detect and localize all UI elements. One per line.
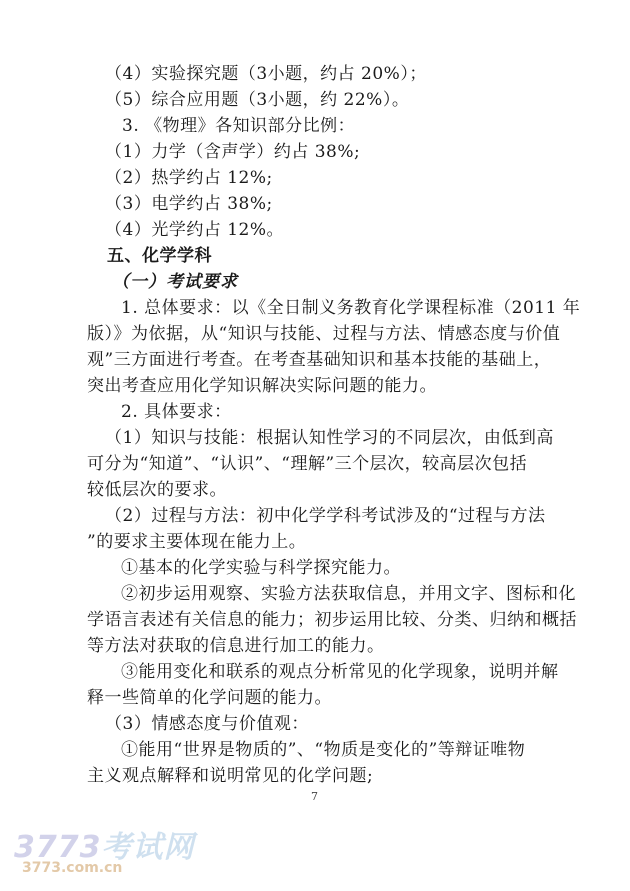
text-line: 释一些简单的化学问题的能力。 xyxy=(87,688,332,708)
text-line: ②初步运用观察、实验方法获取信息，并用文字、图标和化 xyxy=(121,584,576,604)
text-line: （2）热学约占 12%; xyxy=(105,168,273,188)
watermark-logo xyxy=(14,822,195,882)
text-line: （3）电学约占 38%; xyxy=(105,194,273,214)
text-line: 版）》为依据，从“知识与技能、过程与方法、情感态度与价值 xyxy=(87,324,561,344)
text-line: ”的要求主要体现在能力上。 xyxy=(87,532,307,552)
text-line: （4）实验探究题（3小题，约占 20%）； xyxy=(105,64,427,84)
text-line: ③能用变化和联系的观点分析常见的化学现象，说明并解 xyxy=(121,662,559,682)
text-line: （1）知识与技能：根据认知性学习的不同层次，由低到高 xyxy=(105,428,554,448)
text-line: 1. 总体要求：以《全日制义务教育化学课程标准（2011 年 xyxy=(121,298,581,318)
text-line: 较低层次的要求。 xyxy=(87,480,227,500)
text-line: （5）综合应用题（3小题，约 22%）。 xyxy=(105,90,410,110)
watermark-number: 3773 xyxy=(14,830,102,865)
watermark-chinese: 考试网 xyxy=(101,830,195,865)
text-line: （2）过程与方法：初中化学学科考试涉及的“过程与方法 xyxy=(105,506,546,526)
text-line: （1）力学（含声学）约占 38%; xyxy=(105,142,361,162)
text-line: 学语言表述有关信息的能力；初步运用比较、分类、归纳和概括 xyxy=(87,610,577,630)
text-line: 等方法对获取的信息进行加工的能力。 xyxy=(87,636,385,656)
text-line: （4）光学约占 12%。 xyxy=(105,220,285,240)
text-line: 3. 《物理》各知识部分比例： xyxy=(122,116,356,136)
text-line: ①基本的化学实验与科学探究能力。 xyxy=(121,558,401,578)
text-line: 突出考查应用化学知识解决实际问题的能力。 xyxy=(87,376,437,396)
section-heading: 五、化学学科 xyxy=(107,246,212,266)
text-line: 观”三方面进行考查。在考查基础知识和基本技能的基础上， xyxy=(87,350,552,370)
watermark-url: 3773.com.cn xyxy=(22,860,123,876)
text-line: 2. 具体要求： xyxy=(121,402,232,422)
subsection-heading: （一）考试要求 xyxy=(112,272,238,292)
text-line: ①能用“世界是物质的”、“物质是变化的”等辩证唯物 xyxy=(121,740,526,760)
text-line: 可分为“知道”、“认识”、“理解”三个层次，较高层次包括 xyxy=(87,454,528,474)
text-line: （3）情感态度与价值观： xyxy=(105,714,309,734)
page-number: 7 xyxy=(311,790,318,803)
text-line: 主义观点解释和说明常见的化学问题; xyxy=(87,766,374,786)
